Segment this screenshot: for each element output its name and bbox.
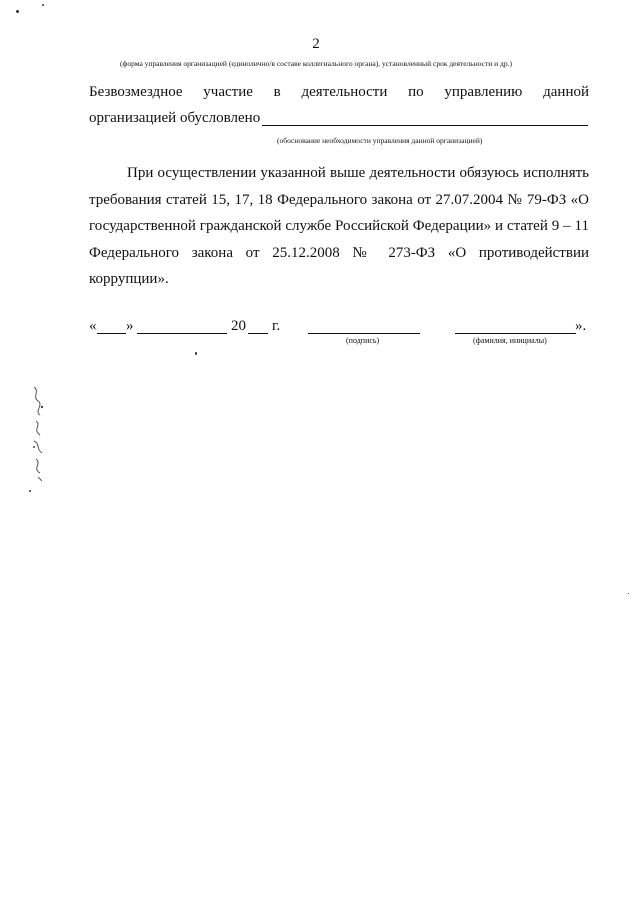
paragraph2-line3: государственной гражданской службе Российской Федерации» и статей 9 – 11 (89, 218, 589, 234)
signature-hint: (подпись) (346, 336, 380, 345)
paragraph2-line5: коррупции». (89, 271, 169, 287)
paragraph2-line2: требования статей 15, 17, 18 Федерального закона от 27.07.2004 № 79-ФЗ «О (89, 191, 589, 208)
margin-handwriting-mark (28, 383, 50, 483)
date-open-quote: « (89, 318, 97, 334)
scan-speck (42, 4, 44, 6)
name-hint: (фамилия, инициалы) (473, 336, 547, 345)
end-quote-mark: ». (575, 318, 587, 334)
year-suffix: г. (272, 318, 281, 334)
day-field-line (97, 319, 126, 334)
scan-speck (195, 352, 197, 355)
paragraph1-line1 (89, 84, 589, 101)
form-hint-management: (форма управления организацией (единолично/в составе коллегиального органа), установленный срок деятельности и др.) (120, 59, 512, 68)
justification-field-line (262, 112, 588, 126)
month-field-line (137, 319, 227, 334)
name-field-line (455, 319, 576, 334)
paragraph2-line1: При осуществлении указанной выше деятельности обязуюсь исполнять (127, 165, 589, 181)
paragraph2-line4: Федерального закона от 25.12.2008 № 273-ФЗ «О противодействии (89, 244, 589, 261)
paragraph2 (89, 160, 589, 293)
year-prefix: 20 (231, 318, 246, 334)
year-field-line (248, 319, 268, 334)
scan-speck (29, 490, 31, 492)
paragraph1-line1-text: Безвозмездное участие в деятельности по управлению данной (89, 84, 589, 100)
paragraph1-line2: организацией обусловлено (89, 110, 261, 126)
date-close-quote: » (126, 318, 134, 334)
justification-hint: (обоснование необходимости управления данной организацией) (277, 136, 483, 145)
signature-field-line (308, 319, 420, 334)
page-number: 2 (312, 36, 320, 52)
scan-speck (16, 10, 19, 13)
scan-speck (628, 593, 629, 594)
